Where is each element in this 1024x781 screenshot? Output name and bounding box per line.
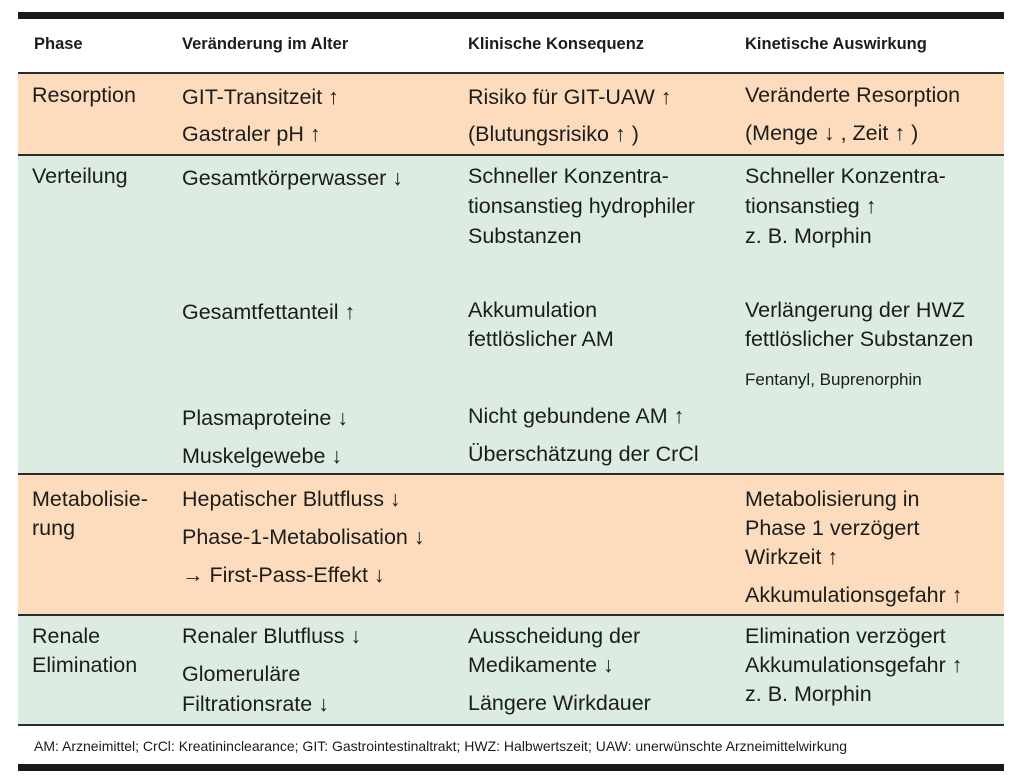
cell-kinetic-example: Fentanyl, Buprenorphin bbox=[745, 370, 922, 389]
cell-clinical-line: Risiko für GIT-UAW ↑ bbox=[468, 85, 672, 109]
cell-change-line: Renaler Blutfluss ↓ bbox=[182, 624, 362, 648]
cell-change-line: → First-Pass-Effekt ↓ bbox=[182, 563, 385, 587]
table-bottom-divider bbox=[18, 724, 1004, 726]
cell-change-line: GIT-Transitzeit ↑ bbox=[182, 85, 339, 109]
cell-clinical-line: Akkumulation bbox=[468, 298, 598, 322]
cell-change-line: Phase-1-Metabolisation ↓ bbox=[182, 525, 425, 549]
bottom-rule bbox=[18, 764, 1004, 771]
header-kinetic: Kinetische Auswirkung bbox=[745, 35, 927, 53]
header-clinical: Klinische Konsequenz bbox=[468, 35, 645, 53]
cell-kinetic-line: Veränderte Resorption bbox=[745, 83, 961, 107]
cell-clinical-line: Längere Wirkdauer bbox=[468, 691, 651, 715]
cell-change-line: Gastraler pH ↑ bbox=[182, 122, 321, 146]
cell-clinical-line: tionsanstieg hydrophiler bbox=[468, 194, 696, 218]
cell-kinetic-line: fettlöslicher Substanzen bbox=[745, 327, 974, 351]
cell-clinical-line: Schneller Konzentra- bbox=[468, 164, 669, 188]
cell-kinetic-line: Wirkzeit ↑ bbox=[745, 545, 839, 569]
cell-kinetic-line: Verlängerung der HWZ bbox=[745, 298, 965, 322]
cell-phase-metabolisierung: rung bbox=[32, 516, 76, 540]
cell-clinical-line: Ausscheidung der bbox=[468, 624, 641, 648]
cell-clinical-line: fettlöslicher AM bbox=[468, 327, 614, 351]
cell-change-line: Filtrationsrate ↓ bbox=[182, 692, 329, 716]
footnote: AM: Arzneimittel; CrCl: Kreatininclearance; GIT: Gastrointestinaltrakt; HWZ: Halbwertszeit; UAW: unerwünschte Arzneimittelwirkung bbox=[34, 738, 848, 754]
header-change: Veränderung im Alter bbox=[182, 35, 349, 53]
cell-phase-renale: Renale bbox=[32, 624, 101, 648]
cell-change-line: Plasmaproteine ↓ bbox=[182, 406, 349, 430]
cell-change-line: Hepatischer Blutfluss ↓ bbox=[182, 487, 401, 511]
header-phase: Phase bbox=[34, 35, 83, 53]
cell-change-line: Muskelgewebe ↓ bbox=[182, 444, 343, 468]
cell-phase-verteilung: Verteilung bbox=[32, 164, 128, 188]
cell-phase-metabolisierung: Metabolisie- bbox=[32, 487, 148, 511]
cell-kinetic-line: Metabolisierung in bbox=[745, 487, 920, 511]
cell-kinetic-line: (Menge ↓ , Zeit ↑ ) bbox=[745, 121, 919, 145]
cell-phase-renale: Elimination bbox=[32, 653, 138, 677]
cell-kinetic-line: Phase 1 verzögert bbox=[745, 516, 920, 540]
cell-clinical-line: Medikamente ↓ bbox=[468, 653, 614, 677]
cell-clinical-line: Überschätzung der CrCl bbox=[468, 442, 699, 466]
cell-clinical-line: Substanzen bbox=[468, 224, 582, 248]
top-rule bbox=[18, 12, 1004, 19]
cell-kinetic-line: Elimination verzögert bbox=[745, 624, 946, 648]
cell-kinetic-line: tionsanstieg ↑ bbox=[745, 194, 877, 218]
cell-clinical-line: Nicht gebundene AM ↑ bbox=[468, 404, 685, 428]
cell-kinetic-line: Schneller Konzentra- bbox=[745, 164, 946, 188]
cell-kinetic-line: z. B. Morphin bbox=[745, 682, 872, 706]
cell-kinetic-line: Akkumulationsgefahr ↑ bbox=[745, 583, 963, 607]
cell-change-line: Glomeruläre bbox=[182, 662, 301, 686]
cell-phase-resorption: Resorption bbox=[32, 83, 136, 107]
cell-kinetic-line: z. B. Morphin bbox=[745, 224, 872, 248]
cell-change-line: Gesamtkörperwasser ↓ bbox=[182, 166, 404, 190]
cell-change-line: Gesamtfettanteil ↑ bbox=[182, 300, 356, 324]
cell-kinetic-line: Akkumulationsgefahr ↑ bbox=[745, 653, 963, 677]
cell-clinical-line: (Blutungsrisiko ↑ ) bbox=[468, 122, 639, 146]
